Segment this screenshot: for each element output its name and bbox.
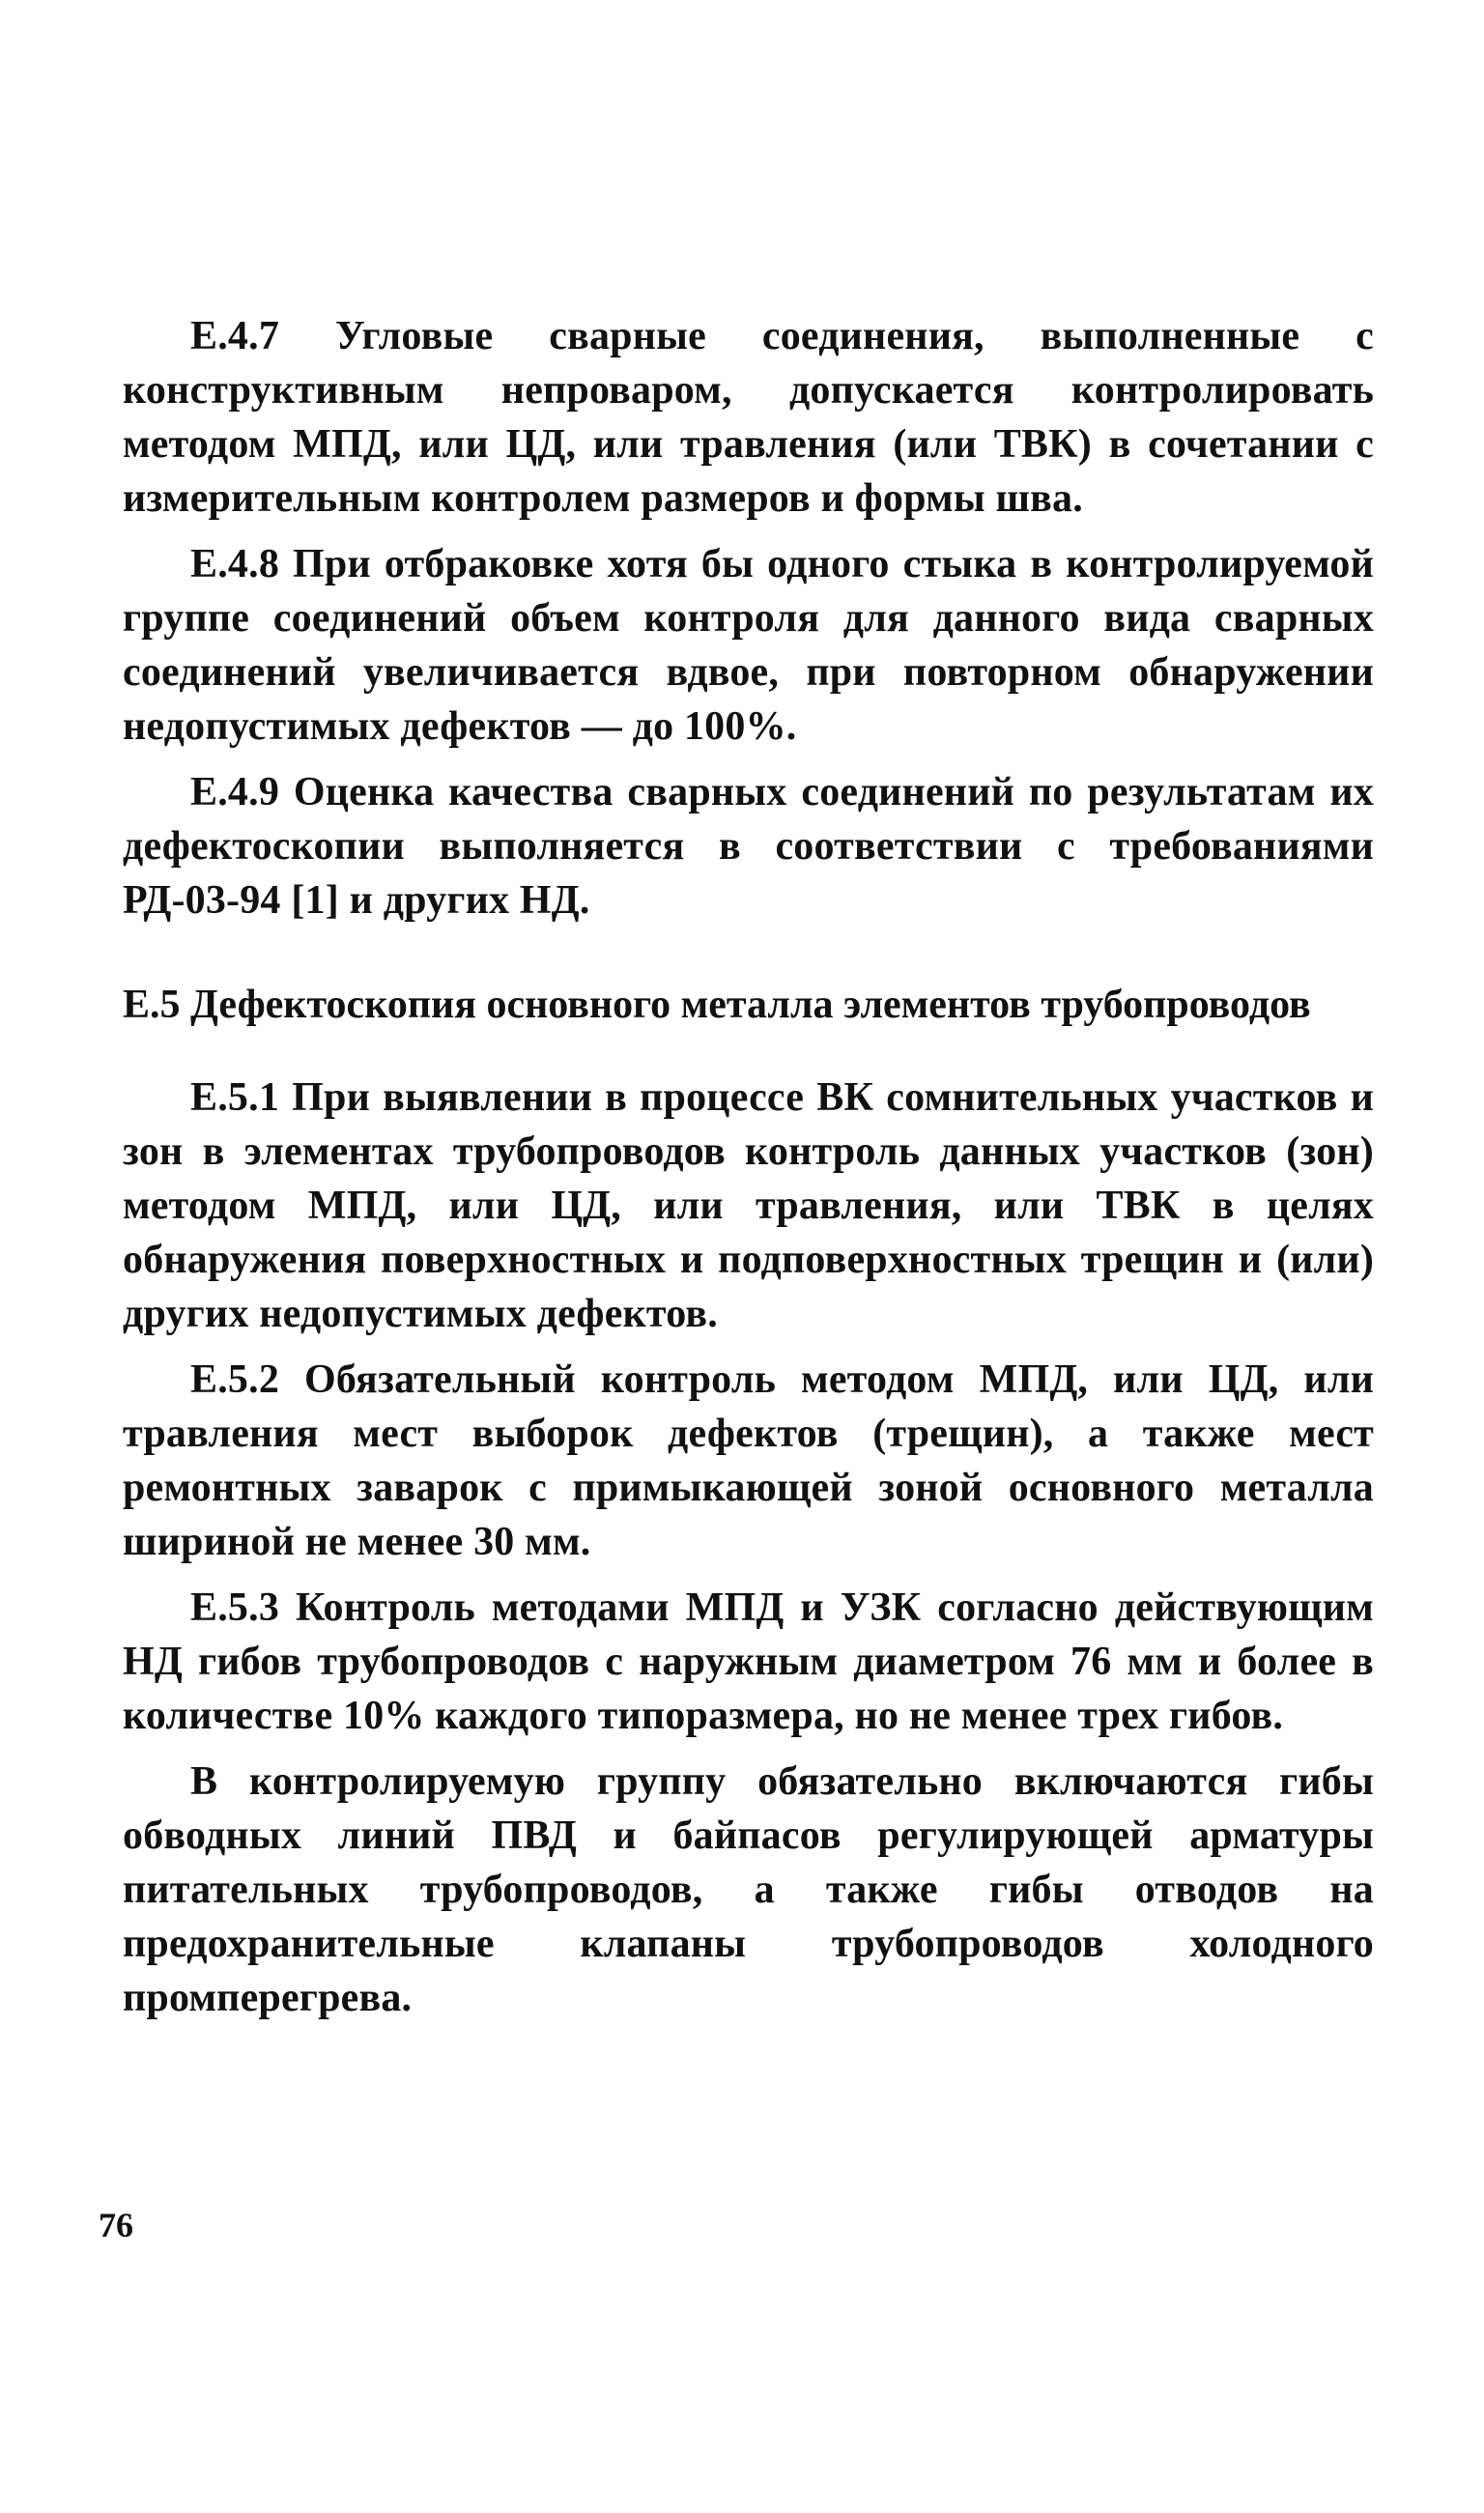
clause-text: В контролируемую группу обязательно включаются гибы обводных линий ПВД и байпасов регулирующей арматуры питательных трубопроводов, а также гибы отводов на предохранительные клапаны трубопроводов холодного промперегрева. xyxy=(123,1759,1374,2020)
clause-text: Контроль методами МПД и УЗК согласно действующим НД гибов трубопроводов с наружным диаметром 76 мм и более в количестве 10% каждого типоразмера, но не менее трех гибов. xyxy=(123,1585,1374,1738)
section-number: Е.5 xyxy=(123,983,181,1027)
body-text xyxy=(123,309,1374,2025)
clause-number: Е.5.3 xyxy=(190,1585,280,1630)
clause-number: Е.4.9 xyxy=(190,770,280,814)
paragraph-e-5-2 xyxy=(123,1353,1374,1569)
paragraph-e-5-3-continued xyxy=(123,1755,1374,2025)
paragraph-e-4-7 xyxy=(123,309,1374,526)
paragraph-e-5-1 xyxy=(123,1071,1374,1341)
clause-text: При отбраковке хотя бы одного стыка в контролируемой группе соединений объем контроля для данного вида сварных соединений увеличивается вдвое, при повторном обнаружении недопустимых дефектов — до 100%. xyxy=(123,542,1374,749)
clause-text: Обязательный контроль методом МПД, или ЦД, или травления мест выборок дефектов (трещин), а также мест ремонтных заварок с примыкающей зоной основного металла шириной не менее 30 мм. xyxy=(123,1357,1374,1564)
page-number: 76 xyxy=(99,2206,133,2244)
clause-text: Оценка качества сварных соединений по результатам их дефектоскопии выполняется в соответствии с требованиями РД-03-94 [1] и других НД. xyxy=(123,770,1374,923)
paragraph-e-4-9 xyxy=(123,765,1374,928)
clause-text: Угловые сварные соединения, выполненные с конструктивным непроваром, допускается контролировать методом МПД, или ЦД, или травления (или ТВК) в сочетании с измерительным контролем размеров и формы шва. xyxy=(123,314,1374,521)
paragraph-e-5-3 xyxy=(123,1581,1374,1743)
clause-number: Е.5.2 xyxy=(190,1357,280,1402)
section-heading-e-5 xyxy=(123,978,1374,1032)
clause-text: При выявлении в процессе ВК сомнительных участков и зон в элементах трубопроводов контроль данных участков (зон) методом МПД, или ЦД, или травления, или ТВК в целях обнаружения поверхностных и подповерхностных трещин и (или) других недопустимых дефектов. xyxy=(123,1075,1374,1336)
section-title: Дефектоскопия основного металла элементов трубопроводов xyxy=(180,983,1311,1027)
paragraph-e-4-8 xyxy=(123,537,1374,754)
clause-number: Е.4.8 xyxy=(190,542,280,586)
clause-number: Е.5.1 xyxy=(190,1075,280,1120)
clause-number: Е.4.7 xyxy=(190,314,280,358)
